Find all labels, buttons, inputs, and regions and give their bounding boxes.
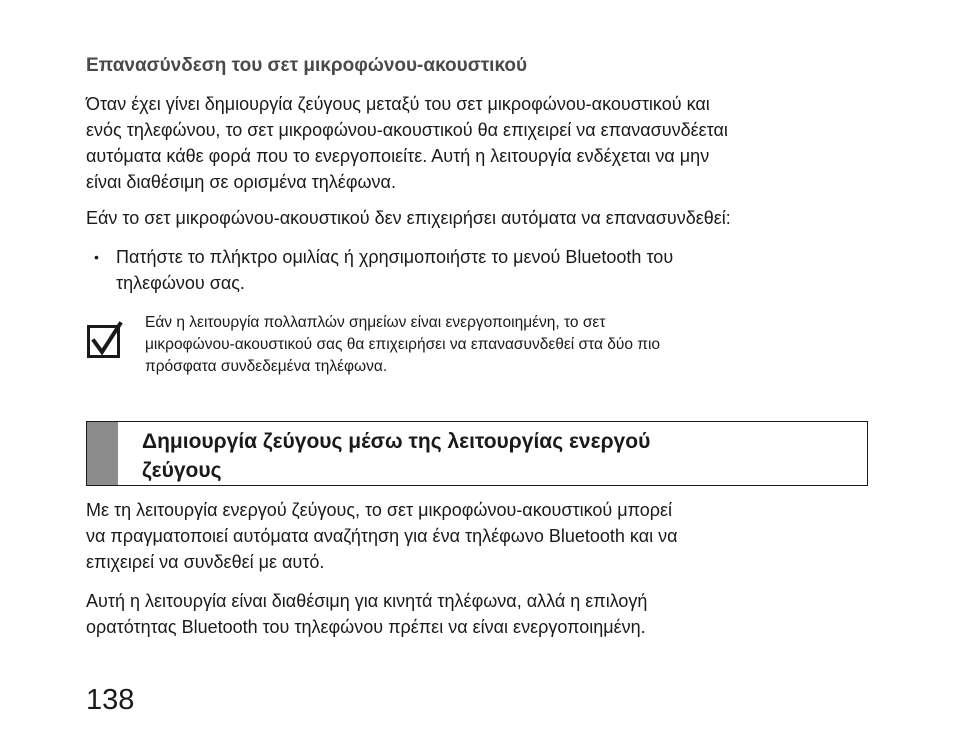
paragraph-reconnect-manual xyxy=(86,205,731,231)
paragraph-reconnect-intro xyxy=(86,91,728,195)
text-line: είναι διαθέσιμη σε ορισμένα τηλέφωνα. xyxy=(86,172,396,192)
text-line: Εάν το σετ μικροφώνου-ακουστικού δεν επιχειρήσει αυτόματα να επανασυνδεθεί: xyxy=(86,208,731,228)
text-line: Με τη λειτουργία ενεργού ζεύγους, το σετ μικροφώνου-ακουστικού μπορεί xyxy=(86,500,673,520)
section-title-active-pairing xyxy=(142,427,650,485)
text-line: τηλεφώνου σας. xyxy=(116,273,245,293)
page-number: 138 xyxy=(86,684,135,716)
text-line: μικροφώνου-ακουστικού σας θα επιχειρήσει να επανασυνδεθεί στα δύο πιο xyxy=(145,336,661,353)
paragraph-active-pairing-intro xyxy=(86,497,678,575)
title-line: ζεύγους xyxy=(142,459,222,482)
text-line: Αυτή η λειτουργία είναι διαθέσιμη για κινητά τηλέφωνα, αλλά η επιλογή xyxy=(86,591,648,611)
checkbox-note-icon xyxy=(86,321,124,359)
text-line: Εάν η λειτουργία πολλαπλών σημείων είναι ενεργοποιημένη, το σετ xyxy=(145,314,606,331)
text-line: Όταν έχει γίνει δημιουργία ζεύγους μεταξύ του σετ μικροφώνου-ακουστικού και xyxy=(86,94,710,114)
text-line: Πατήστε το πλήκτρο ομιλίας ή χρησιμοποιήστε το μενού Bluetooth του xyxy=(116,247,674,267)
section-title-bar xyxy=(87,422,118,485)
note-text xyxy=(145,312,660,378)
text-line: ενός τηλεφώνου, το σετ μικροφώνου-ακουστικού θα επιχειρεί να επανασυνδέεται xyxy=(86,120,728,140)
bullet-symbol: • xyxy=(94,249,99,265)
bullet-text xyxy=(116,244,673,296)
text-line: να πραγματοποιεί αυτόματα αναζήτηση για ένα τηλέφωνο Bluetooth και να xyxy=(86,526,678,546)
text-line: επιχειρεί να συνδεθεί με αυτό. xyxy=(86,552,325,572)
text-line: ορατότητας Bluetooth του τηλεφώνου πρέπει να είναι ενεργοποιημένη. xyxy=(86,617,646,637)
section-heading-reconnect: Επανασύνδεση του σετ μικροφώνου-ακουστικού xyxy=(86,55,528,76)
paragraph-active-pairing-availability xyxy=(86,588,647,640)
bullet-item xyxy=(94,244,673,296)
text-line: πρόσφατα συνδεδεμένα τηλέφωνα. xyxy=(145,358,388,375)
text-line: αυτόματα κάθε φορά που το ενεργοποιείτε. Αυτή η λειτουργία ενδέχεται να μην xyxy=(86,146,710,166)
title-line: Δημιουργία ζεύγους μέσω της λειτουργίας ενεργού xyxy=(142,430,651,453)
section-title-box xyxy=(86,421,868,486)
